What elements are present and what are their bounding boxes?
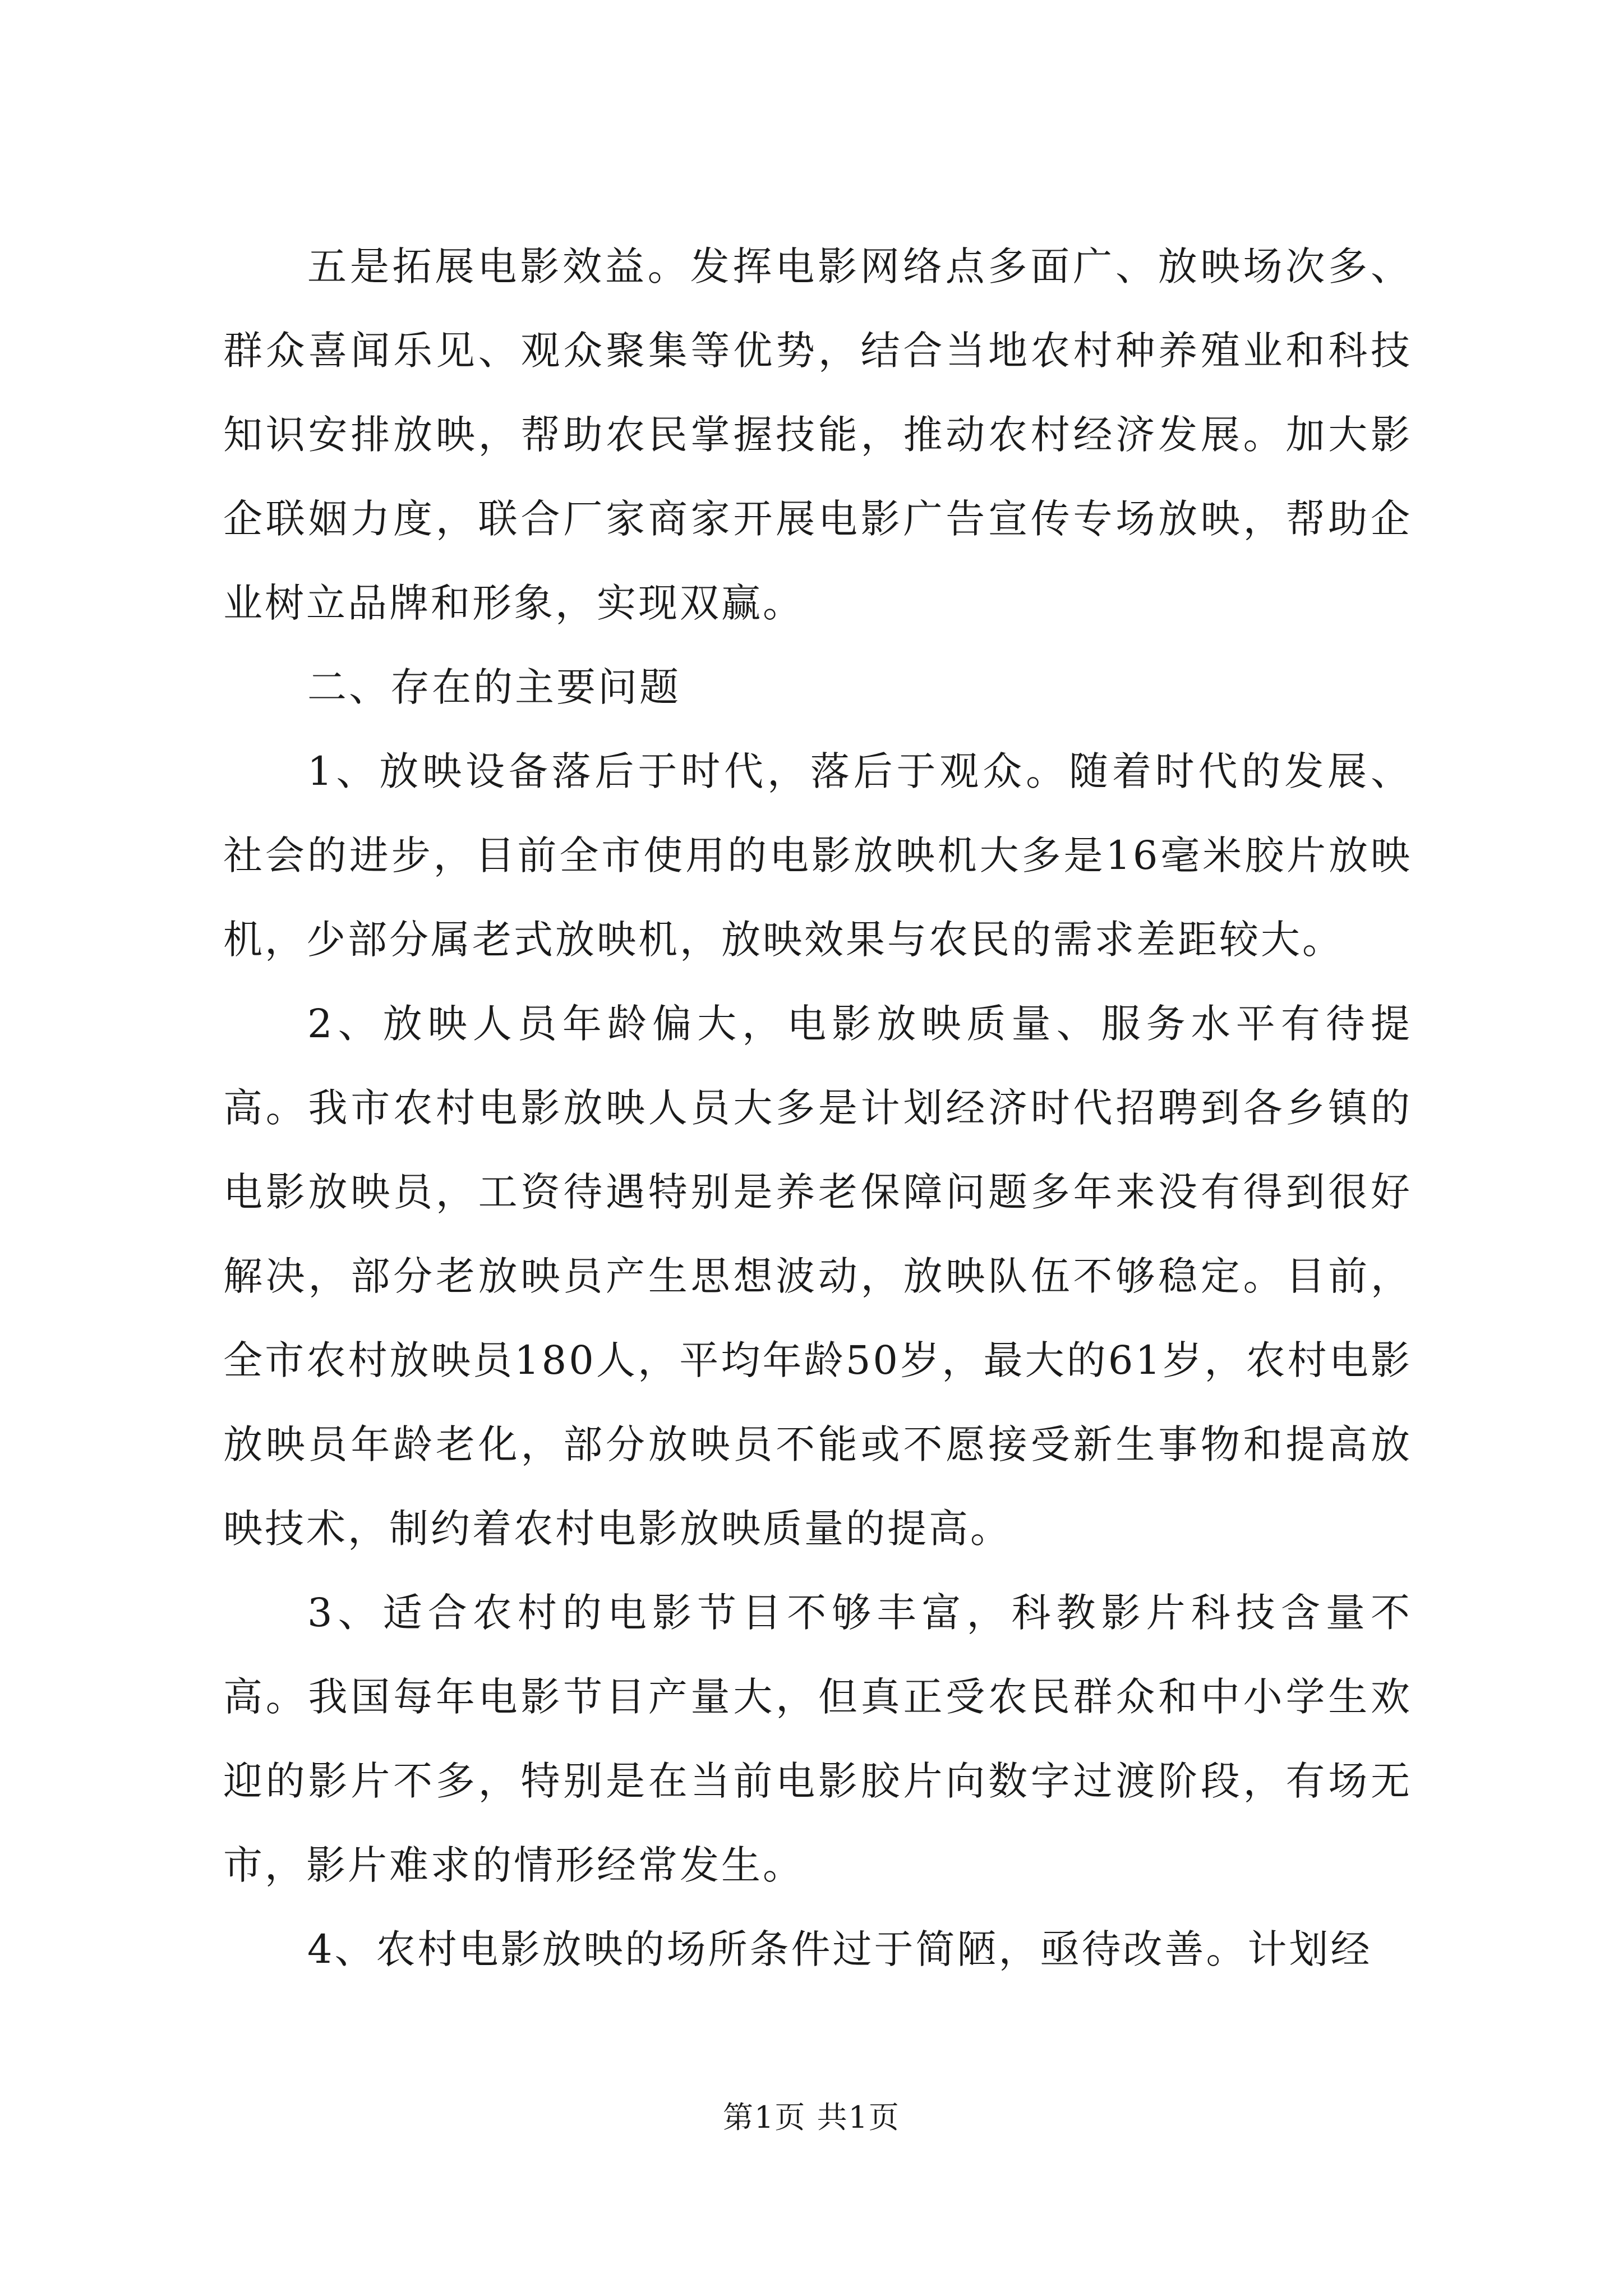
paragraph-problem-4-venues: 4、农村电影放映的场所条件过于简陋，亟待改善。计划经 — [307, 1926, 1372, 1972]
section-heading-main-problems: 二、存在的主要问题 — [307, 664, 681, 710]
paragraph-expand-benefits: 五是拓展电影效益。发挥电影网络点多面广、放映场次多、群众喜闻乐见、观众聚集等优势，结合当地农村种养殖业和科技知识安排放映，帮助农民掌握技能，推动农村经济发展。加大影企联姻力度，联合厂家商家开展电影广告宣传专场放映，帮助企业树立品牌和形象，实现双赢。 — [223, 243, 1412, 626]
paragraph-problem-2-staff: 2、放映人员年龄偏大，电影放映质量、服务水平有待提高。我市农村电影放映人员大多是计划经济时代招聘到各乡镇的电影放映员，工资待遇特别是养老保障问题多年来没有得到很好解决，部分老放映员产生思想波动，放映队伍不够稳定。目前，全市农村放映员180人，平均年龄50岁，最大的61岁，农村电影放映员年龄老化，部分放映员不能或不愿接受新生事物和提高放映技术，制约着农村电影放映质量的提高。 — [223, 1001, 1412, 1552]
page-footer: 第1页 共1页 — [723, 2100, 900, 2135]
paragraph-problem-1-equipment: 1、放映设备落后于时代，落后于观众。随着时代的发展、社会的进步，目前全市使用的电影放映机大多是16毫米胶片放映机，少部分属老式放映机，放映效果与农民的需求差距较大。 — [223, 748, 1412, 963]
document-body — [223, 224, 1412, 1991]
paragraph-problem-3-films: 3、适合农村的电影节目不够丰富，科教影片科技含量不高。我国每年电影节目产量大，但真正受农民群众和中小学生欢迎的影片不多，特别是在当前电影胶片向数字过渡阶段，有场无市，影片难求的情形经常发生。 — [223, 1590, 1412, 1888]
